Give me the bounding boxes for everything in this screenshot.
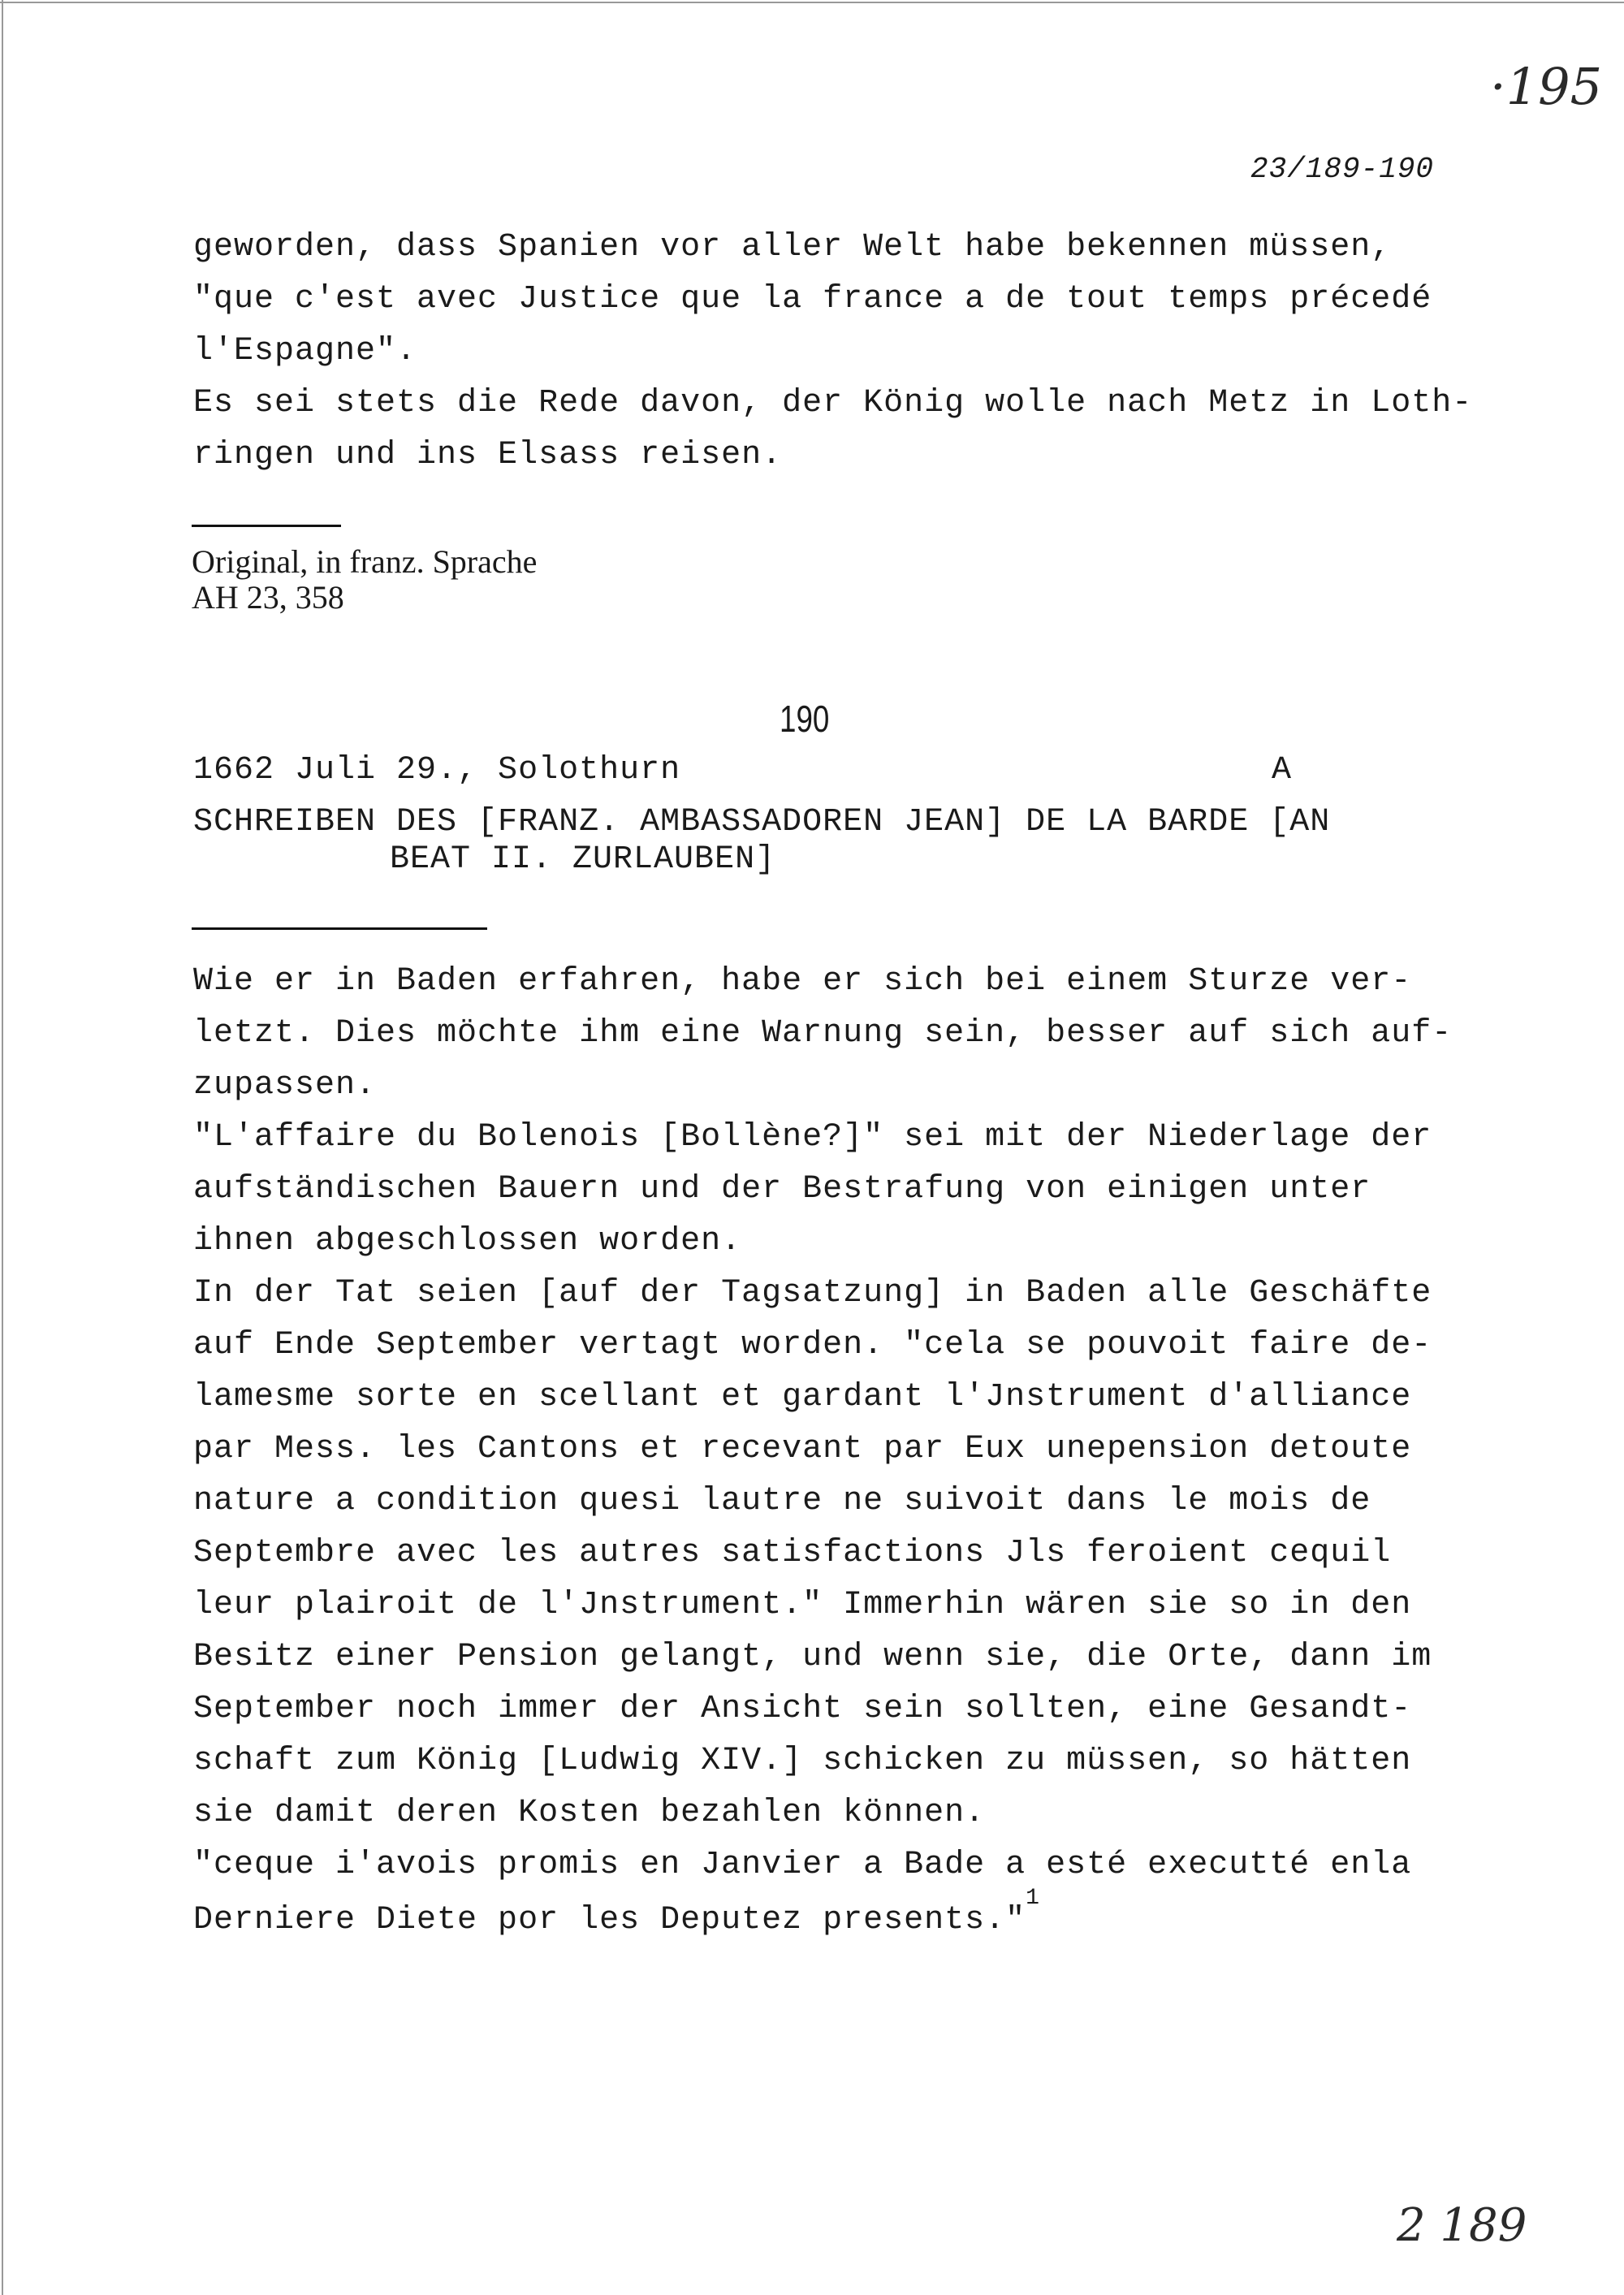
text-line: lamesme sorte en scellant et gardant l'Jnstrument d'alliance bbox=[193, 1379, 1412, 1415]
separator-rule bbox=[192, 525, 341, 527]
text-line: Besitz einer Pension gelangt, und wenn sie, die Orte, dann im bbox=[193, 1639, 1432, 1675]
source-reference: AH 23, 358 bbox=[192, 579, 344, 616]
document-number: 190 bbox=[780, 698, 830, 740]
document-title-line-2: BEAT II. ZURLAUBEN] bbox=[390, 841, 776, 878]
page-mark: 2 189 bbox=[1397, 2199, 1527, 2252]
text-line: l'Espagne". bbox=[193, 333, 417, 370]
text-line: geworden, dass Spanien vor aller Welt habe bekennen müssen, bbox=[193, 229, 1392, 266]
text-line: September noch immer der Ansicht sein sollten, eine Gesandt- bbox=[193, 1691, 1412, 1727]
text-line: Es sei stets die Rede davon, der König wolle nach Metz in Loth- bbox=[193, 385, 1473, 421]
text-line: leur plairoit de l'Jnstrument." Immerhin wären sie so in den bbox=[193, 1587, 1412, 1623]
text-line: In der Tat seien [auf der Tagsatzung] in Baden alle Geschäfte bbox=[193, 1275, 1432, 1312]
text-line: letzt. Dies möchte ihm eine Warnung sein, besser auf sich auf- bbox=[193, 1015, 1453, 1052]
text-line: ringen und ins Elsass reisen. bbox=[193, 437, 783, 473]
scan-edge-left bbox=[2, 0, 3, 2295]
document-type: A bbox=[1272, 752, 1293, 789]
reference-number: 23/189-190 bbox=[1250, 153, 1435, 186]
text-line-last bbox=[193, 1886, 1040, 1938]
text-line: aufständischen Bauern und der Bestrafung von einigen unter bbox=[193, 1171, 1371, 1208]
date-place: 1662 Juli 29., Solothurn bbox=[193, 752, 681, 789]
text-line: "L'affaire du Bolenois [Bollène?]" sei mit der Niederlage der bbox=[193, 1119, 1432, 1156]
text-line: "que c'est avec Justice que la france a de tout temps précedé bbox=[193, 281, 1432, 318]
text-line: Septembre avec les autres satisfactions Jls feroient cequil bbox=[193, 1535, 1392, 1571]
text-line: Derniere Diete por les Deputez presents." bbox=[193, 1902, 1026, 1938]
text-line: schaft zum König [Ludwig XIV.] schicken zu müssen, so hätten bbox=[193, 1743, 1412, 1779]
text-line: par Mess. les Cantons et recevant par Eux unepension detoute bbox=[193, 1431, 1412, 1467]
text-line: sie damit deren Kosten bezahlen können. bbox=[193, 1795, 986, 1831]
text-line: zupassen. bbox=[193, 1067, 377, 1104]
footnote-marker: 1 bbox=[1026, 1886, 1040, 1911]
text-line: ihnen abgeschlossen worden. bbox=[193, 1223, 742, 1260]
source-note: Original, in franz. Sprache bbox=[192, 543, 538, 580]
document-title-line-1: SCHREIBEN DES [FRANZ. AMBASSADOREN JEAN] DE LA BARDE [AN bbox=[193, 804, 1331, 841]
archive-number: ·195 bbox=[1490, 57, 1603, 116]
title-rule bbox=[192, 927, 487, 930]
text-line: nature a condition quesi lautre ne suivoit dans le mois de bbox=[193, 1483, 1371, 1519]
text-line: Wie er in Baden erfahren, habe er sich bei einem Sturze ver- bbox=[193, 963, 1412, 1000]
scan-edge-top bbox=[0, 2, 1624, 3]
text-line: auf Ende September vertagt worden. "cela se pouvoit faire de- bbox=[193, 1327, 1432, 1364]
text-line: "ceque i'avois promis en Janvier a Bade a esté executté enla bbox=[193, 1847, 1412, 1883]
